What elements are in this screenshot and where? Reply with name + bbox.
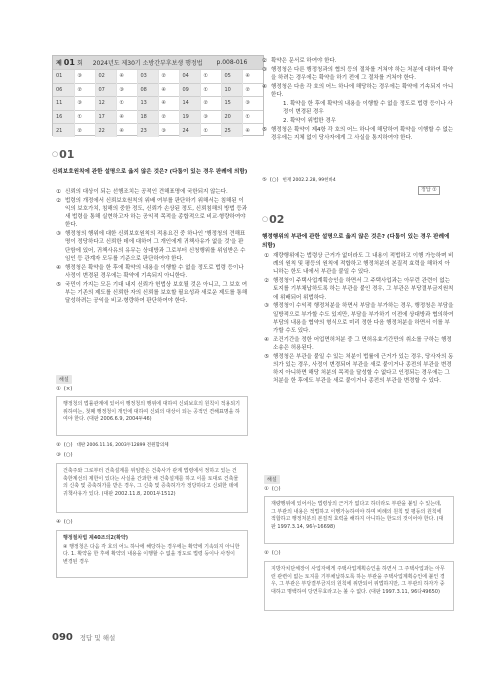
choice-text: 국민이 가지는 모든 기대 내지 신뢰가 헌법상 보호될 것은 아니고, 그 보호 여부는 기존의 제도를 신뢰한 자의 신뢰를 보호할 필요성과 새로운 제도를 통해 달성하려는 공익을 비교·형량하여 판단하여야 한다. xyxy=(65,281,248,305)
continued-statute-text xyxy=(262,57,454,143)
q1-answer-line-5: ⑤ (○) 헌재 2002.2.28, 99헌바4 xyxy=(262,177,336,183)
q2-choice-3 xyxy=(264,302,454,335)
answer-grid-answer: ④ xyxy=(242,124,263,138)
choice-number: ④ xyxy=(56,264,61,271)
answer-grid-answer: ① xyxy=(200,124,221,138)
answer-grid-number: 03 xyxy=(137,70,158,84)
answer-grid-answer: ③ xyxy=(158,124,179,138)
exam-label-prefix: 제 xyxy=(56,60,62,67)
q2-choice-1 xyxy=(264,252,454,277)
answer-grid-number: 07 xyxy=(95,83,116,97)
statute-text: 행정청은 다른 행정청과의 협의 등의 절차를 거쳐야 하는 처분에 대하여 확약을 하려는 경우에는 확약을 하기 전에 그 절차를 거쳐야 한다. xyxy=(271,66,454,81)
page-footer xyxy=(52,632,115,643)
choice-text: 행정청은 부관을 붙일 수 있는 처분이 법률에 근거가 있는 경우, 당사자의 동의가 있는 경우, 사정이 변경되어 부관을 새로 붙이거나 종전의 부관을 변경하지 아니하면 해당 처분의 목적을 달성할 수 없다고 인정되는 경우에는 그 처분을 한 후에도 부관을 새로 붙이거나 종전의 부관을 변경할 수 있다. xyxy=(273,353,454,385)
choice-text: 신뢰의 대상이 되는 선행조치는 공적인 견해표명에 국한되지 않는다. xyxy=(65,189,228,195)
box-body: ④ 행정청은 다음 각 호의 어느 하나에 해당하는 경우에는 확약에 기속되지 아니한다. 1. 확약을 한 후에 확약의 내용을 이행할 수 없을 정도로 법령 등이나 사정이 변경된 경우 xyxy=(63,543,240,565)
exam-title: 2024년도 제30기 소방간부후보생 행정법 xyxy=(92,60,203,67)
answer-grid-number: 24 xyxy=(179,124,200,138)
answer-grid-number: 01 xyxy=(53,70,74,84)
statute-line xyxy=(262,83,454,99)
answer-grid-number: 25 xyxy=(221,124,242,138)
answer-grid-row xyxy=(53,70,263,84)
answer-grid-number: 17 xyxy=(95,110,116,124)
choice-text: 행정청이 주택사업계획승인을 하면서 그 주택사업과는 아무런 관련이 없는 토지를 기부채납하도록 하는 부관을 붙인 경우, 그 부관은 부당결부금지원칙에 위배되어 위법하다. xyxy=(273,278,454,301)
answer-grid-answer: ② xyxy=(158,70,179,84)
question-1-number: ○01 xyxy=(52,148,75,161)
statute-line xyxy=(262,66,454,82)
q1-choice-1 xyxy=(56,188,248,196)
answer-grid-row xyxy=(53,110,263,124)
choice-text: 재량행위에는 법령상 근거가 없더라도 그 내용이 적법하고 이행 가능하며 비례의 원칙 및 평등의 원칙에 적합하고 행정처분의 본질적 효력을 해하지 아니하는 한도 내에서 부관을 붙일 수 있다. xyxy=(273,253,454,276)
footer-label: 정답 및 해설 xyxy=(79,634,116,642)
q2-choice-2 xyxy=(264,277,454,302)
q2-answer-line-2: ② (○) xyxy=(264,550,281,556)
answer-grid-answer: ③ xyxy=(242,97,263,111)
answer-grid-number: 11 xyxy=(53,97,74,111)
question-2-choices xyxy=(264,252,454,386)
page-number: 090 xyxy=(52,632,73,643)
answer-grid-number: 22 xyxy=(95,124,116,138)
q1-answer-line-4: ④ (○) xyxy=(56,519,73,525)
q1-explanation-box-2: 건축주와 그로부터 건축설계를 위임받은 건축사가 관계 법령에서 정하고 있는 건축한계선의 제한이 있다는 사실을 간과한 채 건축설계를 하고 이를 토대로 건축물의 신축 및 증축허가를 받은 경우, 그 신축 및 증축허가가 정당하다고 신뢰한 데에 귀책사유가 있다. (대판 2002.11.8, 2001두1512) xyxy=(56,463,248,513)
exam-title-bar xyxy=(53,56,263,69)
answer-grid-number: 05 xyxy=(221,70,242,84)
correct-answer-tag: 정답 ① xyxy=(418,186,440,195)
choice-number: ② xyxy=(264,278,269,285)
answer-grid-answer: ② xyxy=(74,124,95,138)
statute-line xyxy=(262,126,454,142)
explanation-label: 해설 xyxy=(56,375,72,384)
answer-grid-answer: ④ xyxy=(116,70,137,84)
q1-answer-line-3: ③ (○) xyxy=(56,452,73,458)
q1-choice-4 xyxy=(56,264,248,280)
exam-pages: p.008-016 xyxy=(216,59,248,66)
exam-label-suffix: 회 xyxy=(76,60,83,67)
answer-grid-number: 02 xyxy=(95,70,116,84)
answer-grid-answer: ④ xyxy=(116,124,137,138)
statute-marker xyxy=(274,100,283,116)
choice-number: ⑤ xyxy=(56,281,61,288)
answer-grid-answer: ② xyxy=(74,83,95,97)
statute-marker: ④ xyxy=(262,83,267,90)
statute-marker: ⑤ xyxy=(262,126,267,133)
question-2-stem: 행정행위의 부관에 관한 설명으로 옳지 않은 것은? (다툼이 있는 경우 판례에 의함) xyxy=(262,234,450,249)
exam-number: 01 xyxy=(63,58,75,67)
answer-grid-answer: ① xyxy=(242,110,263,124)
answer-grid-answer: ② xyxy=(242,83,263,97)
q1-explanation-box-1: 행정청의 법률관계에 있어서 행정청의 행위에 대하여 신뢰보호의 원칙이 적용되기 위하여는, 첫째 행정청이 개인에 대하여 신뢰의 대상이 되는 공적인 견해표명을 하여야 한다. (대판 2006.6.9, 2004두46) xyxy=(56,396,248,436)
answer-grid-answer: ③ xyxy=(74,97,95,111)
answer-grid-row xyxy=(53,124,263,138)
answer-grid-number: 09 xyxy=(179,83,200,97)
answer-grid-answer: ④ xyxy=(158,97,179,111)
answer-grid-number: 06 xyxy=(53,83,74,97)
answer-grid-number: 14 xyxy=(179,97,200,111)
answer-grid-answer: ① xyxy=(74,110,95,124)
question-marker-icon: ○ xyxy=(262,215,269,223)
answer-grid-answer: ④ xyxy=(158,83,179,97)
choice-text: 조건기간을 정한 어업면허처분 중 그 면허유효기간만의 취소를 구하는 행정소송은 허용된다. xyxy=(273,336,452,352)
answer-grid-answer: ③ xyxy=(74,70,95,84)
answer-grid-number: 13 xyxy=(137,97,158,111)
question-2-number: ○02 xyxy=(262,213,285,226)
answer-grid-number: 04 xyxy=(179,70,200,84)
statute-text: 확약은 문서로 하여야 한다. xyxy=(271,58,337,64)
answer-grid-number: 21 xyxy=(53,124,74,138)
answer-grid-number: 10 xyxy=(221,83,242,97)
choice-number: ③ xyxy=(264,303,269,310)
answer-grid-number: 23 xyxy=(137,124,158,138)
q1-explanation-box-3 xyxy=(56,530,248,578)
answer-grid-row xyxy=(53,83,263,97)
answer-grid-row xyxy=(53,97,263,111)
answer-grid-answer: ① xyxy=(116,97,137,111)
choice-number: ③ xyxy=(56,231,61,238)
choice-text: 행정청이 수익적 행정처분을 하면서 부담을 부가하는 경우, 행정청은 부담을 일방적으로 부가할 수도 있지만, 부담을 부가하기 이전에 상대방과 협의하여 부담의 내용을 협약의 형식으로 미리 정한 다음 행정처분을 하면서 이를 부가할 수도 있다. xyxy=(273,303,454,335)
choice-number: ① xyxy=(264,253,269,259)
answer-grid-number: 19 xyxy=(179,110,200,124)
answer-grid-number: 15 xyxy=(221,97,242,111)
answer-grid-answer: ③ xyxy=(116,83,137,97)
q2-explanation-box-1: 재량행위에 있어서는 법령상의 근거가 없다고 하더라도 부관을 붙일 수 있는데, 그 부관의 내용은 적법하고 이행가능하여야 하며 비례의 원칙 및 평등의 원칙에 적합하고 행정처분의 본질적 효력을 해하지 아니하는 한도의 것이어야 한다. (대판 1997.3.14, 96누16698) xyxy=(264,496,454,544)
answer-grid-answer: ① xyxy=(200,83,221,97)
answer-grid-answer: ② xyxy=(158,110,179,124)
answer-key-header xyxy=(52,55,264,136)
choice-number: ⑤ xyxy=(264,353,269,360)
question-1-choices xyxy=(56,188,248,306)
answer-grid xyxy=(53,69,263,137)
answer-grid-number: 12 xyxy=(95,97,116,111)
choice-text: 행정청은 확약을 한 후에 확약의 내용을 이행할 수 없을 정도로 법령 등이나 사정이 변경된 경우에는 확약에 기속되지 아니한다. xyxy=(65,264,244,279)
answer-grid-number: 08 xyxy=(137,83,158,97)
q1-answer-line-1: ① (×) xyxy=(56,386,73,392)
answer-grid-number: 20 xyxy=(221,110,242,124)
answer-grid-answer: ④ xyxy=(116,110,137,124)
statute-marker xyxy=(274,117,283,125)
statute-line xyxy=(262,117,454,125)
explanation-label-2: 해설 xyxy=(264,475,280,484)
answer-grid-number: 18 xyxy=(137,110,158,124)
q1-choice-2 xyxy=(56,197,248,230)
q1-answer-line-2: ② (○) 대판 2006.11.16, 2003두12899 전원합의체 xyxy=(56,442,169,448)
answer-grid-answer: ③ xyxy=(200,110,221,124)
q2-explanation-box-2: 지방자치단체장이 사업자에게 주택사업계획승인을 하면서 그 주택사업과는 아무런 관련이 없는 토지를 기부채납하도록 하는 부관을 주택사업계획승인에 붙인 경우, 그 부관은 부당결부금지의 원칙에 위반되어 위법하지만, 그 부관의 하자가 중대하고 명백하여 당연무효라고는 볼 수 없다. (대판 1997.3.11, 96다49650) xyxy=(264,561,454,611)
q1-choice-5 xyxy=(56,281,248,306)
statute-text: 2. 확약이 위법한 경우 xyxy=(283,117,336,124)
answer-grid-answer: ① xyxy=(200,70,221,84)
statute-text: 1. 확약을 한 후에 확약의 내용을 이행할 수 없을 정도로 법령 등이나 사정이 변경된 경우 xyxy=(283,100,453,115)
choice-number: ② xyxy=(56,197,61,204)
box-title: 행정절차법 제40조의2(확약) xyxy=(63,535,129,541)
statute-line xyxy=(262,100,454,116)
question-1-stem: 신뢰보호원칙에 관한 설명으로 옳지 않은 것은? (다툼이 있는 경우 판례에 의함) xyxy=(52,169,248,175)
statute-marker: ② xyxy=(262,58,267,64)
choice-text: 법령의 개정에서 신뢰보호원칙의 위배 여부를 판단하기 위해서는 침해된 이익의 보호가치, 침해의 중한 정도, 신뢰가 손상된 정도, 신뢰침해의 방법 등과 새 법령을 통해 실현하고자 하는 공익적 목적을 종합적으로 비교·형량하여야 한다. xyxy=(65,197,248,229)
statute-marker: ③ xyxy=(262,66,267,73)
answer-grid-number: 16 xyxy=(53,110,74,124)
q2-choice-5 xyxy=(264,353,454,386)
q2-choice-4 xyxy=(264,336,454,352)
choice-number: ④ xyxy=(264,336,269,343)
answer-grid-answer: ② xyxy=(200,97,221,111)
q1-choice-3 xyxy=(56,230,248,263)
question-marker-icon: ○ xyxy=(52,150,59,158)
statute-line xyxy=(262,57,454,65)
statute-text: 행정청은 확약이 제4항 각 호의 어느 하나에 해당하여 확약을 이행할 수 없는 경우에는 지체 없이 당사자에게 그 사실을 통지하여야 한다. xyxy=(271,126,454,141)
answer-grid-answer: ④ xyxy=(242,70,263,84)
statute-text: 행정청은 다음 각 호의 어느 하나에 해당하는 경우에는 확약에 기속되지 아니한다. xyxy=(271,83,454,98)
q2-answer-line-1: ① (○) xyxy=(264,486,281,492)
choice-text: 행정청의 행위에 대한 신뢰보호원칙의 적용요건 중 하나인 '행정청의 견해표명이 정당하다고 신뢰한 데에 대하여 그 개인에게 귀책사유가 없을 것'을 판단함에 있어, 귀책사유의 유무는 상대방과 그로부터 신청행위를 위임받은 수임인 등 관계자 모두를 기준으로 판단하여야 한다. xyxy=(65,231,246,262)
choice-number: ① xyxy=(56,189,61,195)
